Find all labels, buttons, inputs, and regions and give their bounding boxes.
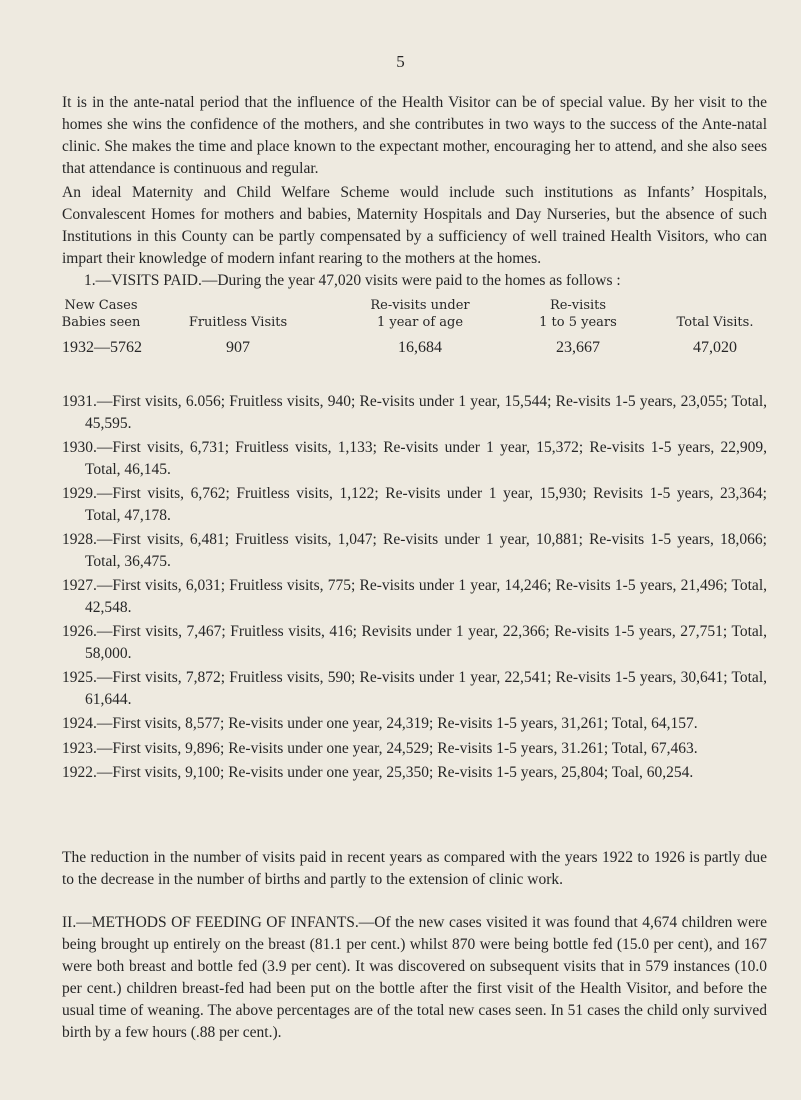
paragraph-maternity-scheme: An ideal Maternity and Child Welfare Scheme would include such institutions as Infants’ Hospitals, Convalescent Homes for mothers and babies, Maternity Hospitals and Day Nurseries, but the absence of such Institutions in this County can be partly compensated by a sufficiency of well trained Health Visitors, who can impart their knowledge of modern infant rearing to the mothers at the homes. <box>62 184 767 267</box>
header-revisits-under-1: Re-visits under 1 year of age <box>370 298 470 330</box>
yearly-visits-list <box>62 391 767 787</box>
year-entry-1925: 1925.—First visits, 7,872; Fruitless visits, 590; Re-visits under 1 year, 22,541; Re-visits 1-5 years, 30,641; Total, 61,644. <box>62 669 767 708</box>
year-entry-1927: 1927.—First visits, 6,031; Fruitless visits, 775; Re-visits under 1 year, 14,246; Re-visits 1-5 years, 21,496; Total, 42,548. <box>62 577 767 616</box>
cell-revisits-under-1: 16,684 <box>398 339 442 356</box>
header-total-label: Total Visits. <box>676 315 754 330</box>
header-revisits-1-5: Re-visits 1 to 5 years <box>539 298 617 330</box>
header-total-visits <box>660 314 770 331</box>
page-number: 5 <box>396 52 405 71</box>
year-entry-1931: 1931.—First visits, 6.056; Fruitless visits, 940; Re-visits under 1 year, 15,544; Re-visits 1-5 years, 23,055; Total, 45,595. <box>62 393 767 432</box>
year-entry-1926: 1926.—First visits, 7,467; Fruitless visits, 416; Revisits under 1 year, 22,366; Re-visits 1-5 years, 27,751; Total, 58,000. <box>62 623 767 662</box>
header-new-cases: New Cases Babies seen <box>61 298 141 330</box>
year-entry-1930: 1930.—First visits, 6,731; Fruitless visits, 1,133; Re-visits under 1 year, 15,372; Re-visits 1-5 years, 22,909, Total, 46,145. <box>62 439 767 478</box>
cell-revisits-1-5: 23,667 <box>556 339 600 356</box>
header-fruitless-label: Fruitless Visits <box>188 315 288 330</box>
paragraph-methods-of-feeding: II.—METHODS OF FEEDING OF INFANTS.—Of the new cases visited it was found that 4,674 children were being brought up entirely on the breast (81.1 per cent.) whilst 870 were being bottle fed (15.0 per cent), and 167 were both breast and bottle fed (3.9 per cent). It was discovered on subsequent visits that in 579 instances (10.0 per cent.) children breast-fed had been put on the bottle after the first visit of the Health Visitor, and before the usual time of weaning. The above percentages are of the total new cases seen. In 51 cases the child only survived birth by a few hours (.88 per cent.). <box>62 914 767 1041</box>
year-entry-1929: 1929.—First visits, 6,762; Fruitless visits, 1,122; Re-visits under 1 year, 15,930; Revisits 1-5 years, 23,364; Total, 47,178. <box>62 485 767 524</box>
year-entry-1922: 1922.—First visits, 9,100; Re-visits under one year, 25,350; Re-visits 1-5 years, 25,804; Toal, 60,254. <box>62 764 694 781</box>
paragraph-ante-natal: It is in the ante-natal period that the influence of the Health Visitor can be of special value. By her visit to the homes she wins the confidence of the mothers, and she contributes in two ways to the success of the Ante-natal clinic. She makes the time and place known to the expectant mother, encouraging her to attend, and she also sees that attendance is continuous and regular. <box>62 94 767 177</box>
cell-total: 47,020 <box>693 339 737 356</box>
visits-paid-heading: 1.—VISITS PAID.—During the year 47,020 visits were paid to the homes as follows : <box>84 272 621 289</box>
paragraph-reduction: The reduction in the number of visits paid in recent years as compared with the years 1922 to 1926 is partly due to the decrease in the number of births and partly to the extension of clinic work. <box>62 849 767 888</box>
year-entry-1923: 1923.—First visits, 9,896; Re-visits under one year, 24,529; Re-visits 1-5 years, 31.261; Total, 67,463. <box>62 739 698 757</box>
year-entry-1924: 1924.—First visits, 8,577; Re-visits under one year, 24,319; Re-visits 1-5 years, 31,261; Total, 64,157. <box>62 715 698 732</box>
cell-year-new-cases: 1932—5762 <box>62 339 142 356</box>
year-entry-1928: 1928.—First visits, 6,481; Fruitless visits, 1,047; Re-visits under 1 year, 10,881; Re-visits 1-5 years, 18,066; Total, 36,475. <box>62 531 767 570</box>
header-fruitless-visits <box>168 314 308 331</box>
cell-fruitless: 907 <box>226 339 250 356</box>
